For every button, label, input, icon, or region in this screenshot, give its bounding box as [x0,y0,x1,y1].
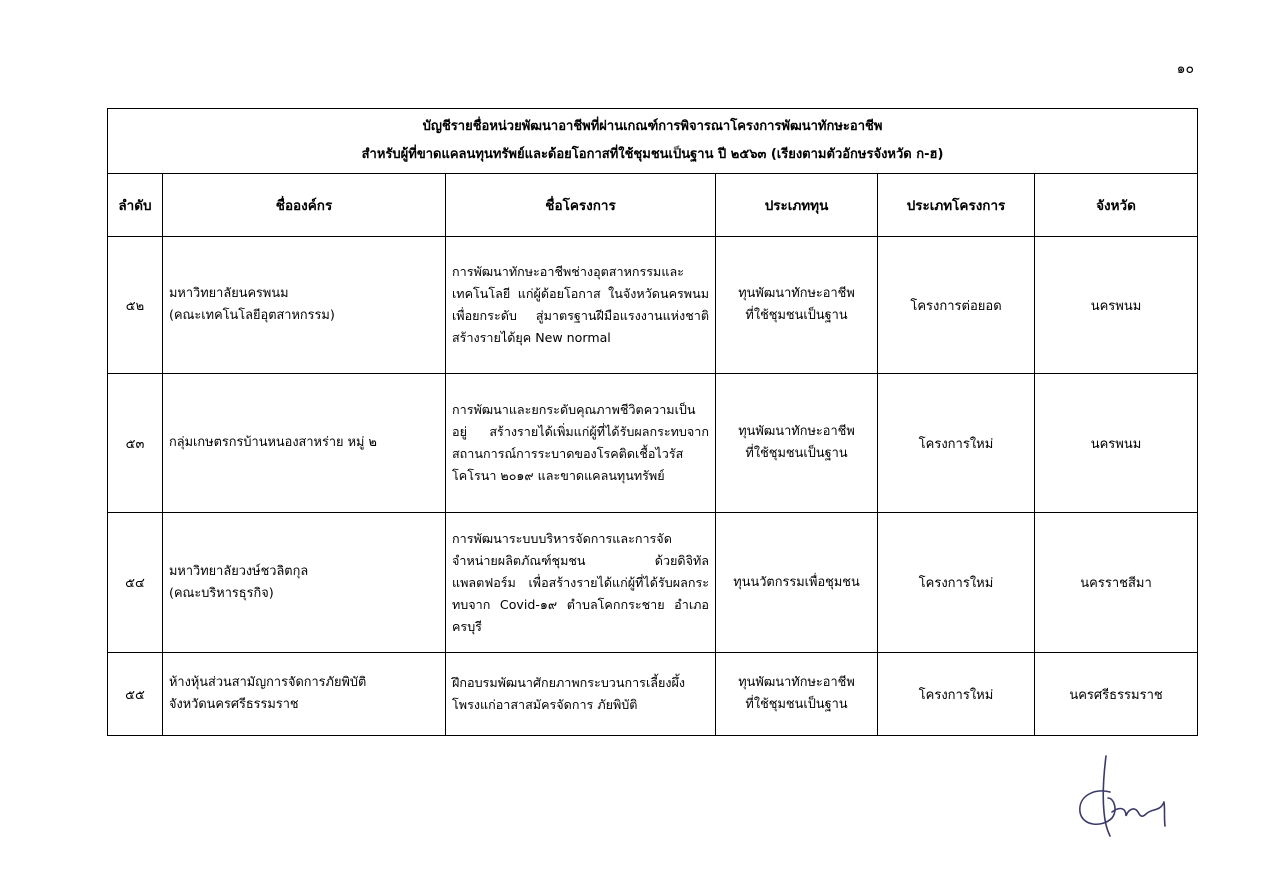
org-name-line-2: (คณะบริหารธุรกิจ) [169,585,274,601]
table-row [108,513,1198,653]
table-row [108,374,1198,513]
row-no: ๕๒ [108,237,163,374]
row-fund-type [716,374,878,513]
header-org: ชื่อองค์กร [163,174,446,237]
title-line-1: บัญชีรายชื่อหน่วยพัฒนาอาชีพที่ผ่านเกณฑ์การพิจารณาโครงการพัฒนาทักษะอาชีพ [422,119,883,134]
header-no: ลำดับ [108,174,163,237]
fund-type-line-2: ที่ใช้ชุมชนเป็นฐาน [745,697,848,712]
fund-type-line-2: ที่ใช้ชุมชนเป็นฐาน [745,446,848,461]
row-fund-type [716,513,878,653]
row-province: นครพนม [1035,237,1198,374]
row-org [163,513,446,653]
row-fund-type [716,237,878,374]
header-fund-type: ประเภททุน [716,174,878,237]
header-row [108,174,1198,237]
row-province: นครศรีธรรมราช [1035,653,1198,736]
org-name-line-2: จังหวัดนครศรีธรรมราช [169,697,299,712]
fund-type-line-1: ทุนพัฒนาทักษะอาชีพ [738,286,855,301]
header-project-type: ประเภทโครงการ [878,174,1035,237]
table-row [108,653,1198,736]
row-project-type: โครงการใหม่ [878,374,1035,513]
org-name-line-1: มหาวิทยาลัยนครพนม [169,286,289,301]
row-project-type: โครงการต่อยอด [878,237,1035,374]
fund-type-line-1: ทุนนวัตกรรมเพื่อชุมชน [733,574,860,590]
org-name-line-1: มหาวิทยาลัยวงษ์ชวลิตกุล [169,563,309,579]
row-org [163,653,446,736]
row-no: ๕๔ [108,513,163,653]
table-row [108,237,1198,374]
header-province: จังหวัด [1035,174,1198,237]
row-fund-type [716,653,878,736]
title-line-2: สำหรับผู้ที่ขาดแคลนทุนทรัพย์และด้อยโอกาสที่ใช้ชุมชนเป็นฐาน ปี ๒๕๖๓ (เรียงตามตัวอักษรจังหวัด ก-ฮ) [361,147,944,162]
row-org [163,374,446,513]
row-no: ๕๕ [108,653,163,736]
project-list-table [107,108,1198,736]
row-province: นครพนม [1035,374,1198,513]
header-project: ชื่อโครงการ [446,174,716,237]
fund-type-line-2: ที่ใช้ชุมชนเป็นฐาน [745,308,848,323]
row-project: การพัฒนาระบบบริหารจัดการและการจัดจำหน่ายผลิตภัณฑ์ชุมชน ด้วยดิจิทัล แพลตฟอร์ม เพื่อสร้างรายได้แก่ผู้ที่ได้รับผลกระทบจาก Covid-๑๙ ตำบลโคกกระชาย อำเภอครบุรี [446,513,716,653]
page-number: ๑๐ [1176,61,1194,77]
row-project: การพัฒนาทักษะอาชีพช่างอุตสาหกรรมและเทคโนโลยี แก่ผู้ด้อยโอกาส ในจังหวัดนครพนม เพื่อยกระดับ สู่มาตรฐานฝีมือแรงงานแห่งชาติ สร้างรายได้ยุค New normal [446,237,716,374]
org-name-line-2: (คณะเทคโนโลยีอุตสาหกรรม) [169,308,335,323]
title-row [108,109,1198,174]
row-project: การพัฒนาและยกระดับคุณภาพชีวิตความเป็นอยู่ สร้างรายได้เพิ่มแก่ผู้ที่ได้รับผลกระทบจากสถานการณ์การระบาดของโรคติดเชื้อไวรัสโคโรนา ๒๐๑๙ และขาดแคลนทุนทรัพย์ [446,374,716,513]
org-name-line-1: ห้างหุ้นส่วนสามัญการจัดการภัยพิบัติ [169,675,367,690]
row-org [163,237,446,374]
row-project-type: โครงการใหม่ [878,653,1035,736]
project-list-table-container [107,108,1197,736]
row-no: ๕๓ [108,374,163,513]
fund-type-line-1: ทุนพัฒนาทักษะอาชีพ [738,424,855,439]
org-name-line-1: กลุ่มเกษตรกรบ้านหนองสาหร่าย หมู่ ๒ [169,435,377,450]
table-title [108,109,1198,174]
row-project-type: โครงการใหม่ [878,513,1035,653]
row-province: นครราชสีมา [1035,513,1198,653]
handwritten-signature [1068,752,1178,842]
row-project: ฝึกอบรมพัฒนาศักยภาพกระบวนการเลี้ยงผึ้งโพรงแก่อาสาสมัครจัดการ ภัยพิบัติ [446,653,716,736]
fund-type-line-1: ทุนพัฒนาทักษะอาชีพ [738,675,855,690]
